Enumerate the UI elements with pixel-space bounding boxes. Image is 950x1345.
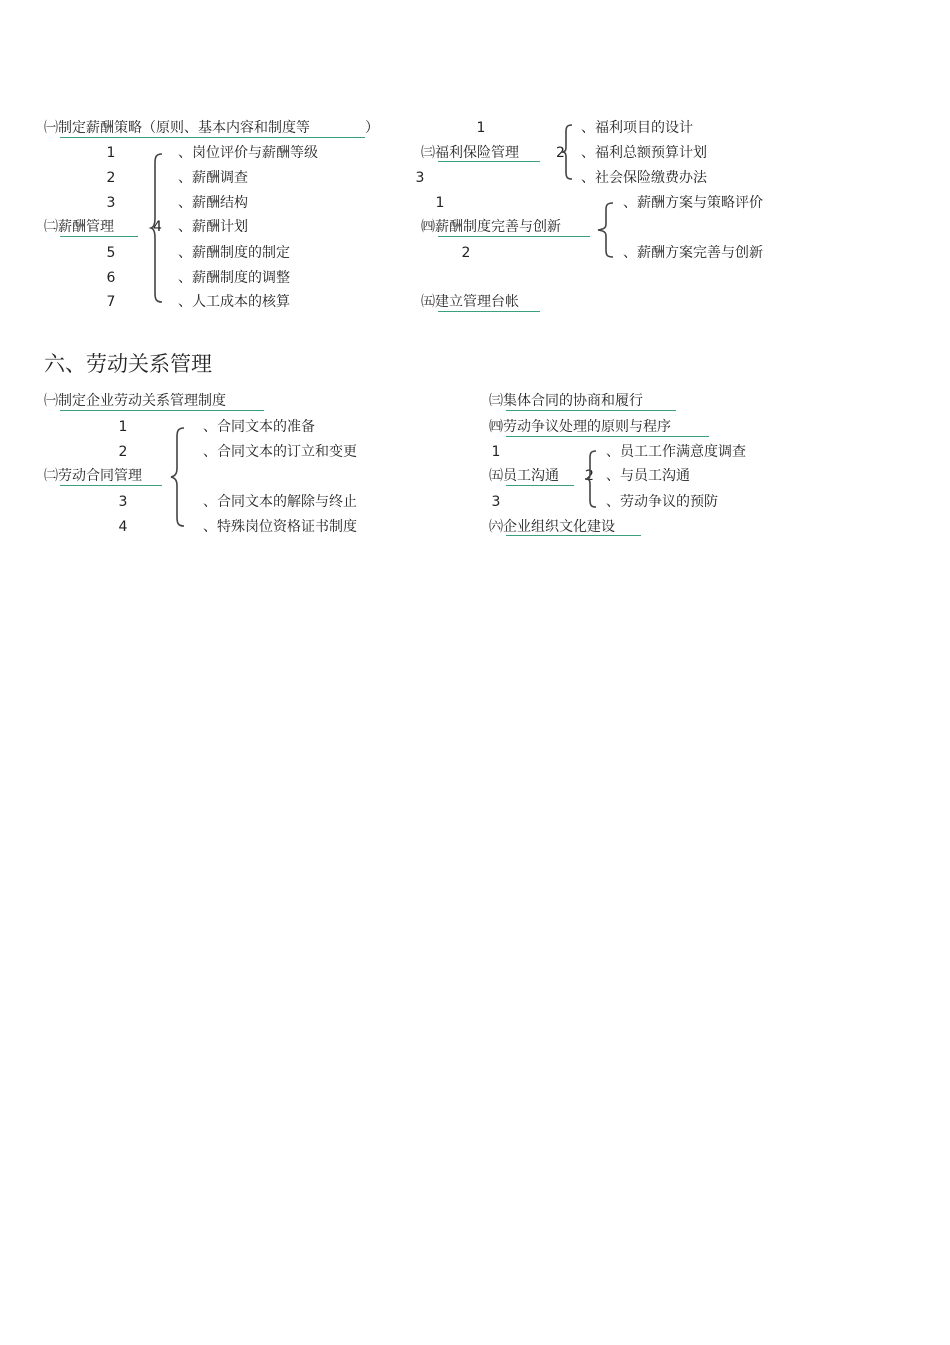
underline <box>438 236 590 237</box>
labor-policy-title: ㈠制定企业劳动关系管理制度 <box>44 393 226 409</box>
item-number: 5 <box>106 245 116 261</box>
employee-communication-title: ㈤员工沟通 <box>489 468 559 484</box>
list-item: 、薪酬制度的调整 <box>178 270 290 286</box>
welfare-insurance-title: ㈢福利保险管理 <box>421 145 519 161</box>
item-number: 2 <box>118 444 128 460</box>
section-heading: 六、劳动关系管理 <box>44 352 212 376</box>
item-number: 4 <box>153 219 162 235</box>
item-number: 4 <box>118 519 128 535</box>
underline <box>60 236 138 237</box>
item-number: 3 <box>118 494 128 510</box>
item-number: 6 <box>106 270 116 286</box>
salary-strategy-title: ㈠制定薪酬策略（原则、基本内容和制度等 <box>44 120 310 136</box>
list-item: 、薪酬调查 <box>178 170 248 186</box>
list-item: 、福利项目的设计 <box>581 120 693 136</box>
left-brace <box>597 202 615 258</box>
item-number: 2 <box>556 145 565 161</box>
item-number: 3 <box>106 195 116 211</box>
item-number: 1 <box>435 195 445 211</box>
item-number: 2 <box>106 170 116 186</box>
salary-strategy-close: ） <box>365 120 379 136</box>
item-number: 2 <box>461 245 471 261</box>
collective-contract-title: ㈢集体合同的协商和履行 <box>489 393 643 409</box>
list-item: 、薪酬方案完善与创新 <box>623 245 763 261</box>
list-item: 、薪酬制度的制定 <box>178 245 290 261</box>
list-item: 、特殊岗位资格证书制度 <box>203 519 357 535</box>
list-item: 、岗位评价与薪酬等级 <box>178 145 318 161</box>
item-number: 2 <box>585 468 594 484</box>
culture-building-title: ㈥企业组织文化建设 <box>489 519 615 535</box>
item-number: 3 <box>415 170 425 186</box>
salary-system-innovation-title: ㈣薪酬制度完善与创新 <box>421 219 561 235</box>
underline <box>438 311 540 312</box>
list-item: 、福利总额预算计划 <box>581 145 707 161</box>
underline <box>506 436 709 437</box>
salary-management-title: ㈡薪酬管理 <box>44 219 114 235</box>
labor-dispute-title: ㈣劳动争议处理的原则与程序 <box>489 419 671 435</box>
list-item: 、社会保险缴费办法 <box>581 170 707 186</box>
list-item: 、合同文本的解除与终止 <box>203 494 357 510</box>
left-brace <box>584 450 598 508</box>
underline <box>60 410 264 411</box>
ledger-title: ㈤建立管理台帐 <box>421 294 519 310</box>
left-brace <box>150 153 164 303</box>
list-item: 、合同文本的准备 <box>203 419 315 435</box>
list-item: 、人工成本的核算 <box>178 294 290 310</box>
underline <box>60 137 365 138</box>
underline <box>506 410 676 411</box>
underline <box>506 535 641 536</box>
item-number: 1 <box>476 120 486 136</box>
list-item: 、员工工作满意度调查 <box>606 444 746 460</box>
left-brace <box>560 124 574 180</box>
underline <box>506 485 574 486</box>
underline <box>60 485 162 486</box>
list-item: 、合同文本的订立和变更 <box>203 444 357 460</box>
list-item: 、薪酬计划 <box>178 219 248 235</box>
list-item: 、劳动争议的预防 <box>606 494 718 510</box>
item-number: 1 <box>118 419 128 435</box>
list-item: 、薪酬方案与策略评价 <box>623 195 763 211</box>
left-brace <box>170 427 186 527</box>
labor-contract-title: ㈡劳动合同管理 <box>44 468 142 484</box>
item-number: 1 <box>491 444 501 460</box>
item-number: 1 <box>106 145 116 161</box>
item-number: 3 <box>491 494 501 510</box>
underline <box>438 161 540 162</box>
item-number: 7 <box>106 294 116 310</box>
list-item: 、薪酬结构 <box>178 195 248 211</box>
list-item: 、与员工沟通 <box>606 468 690 484</box>
